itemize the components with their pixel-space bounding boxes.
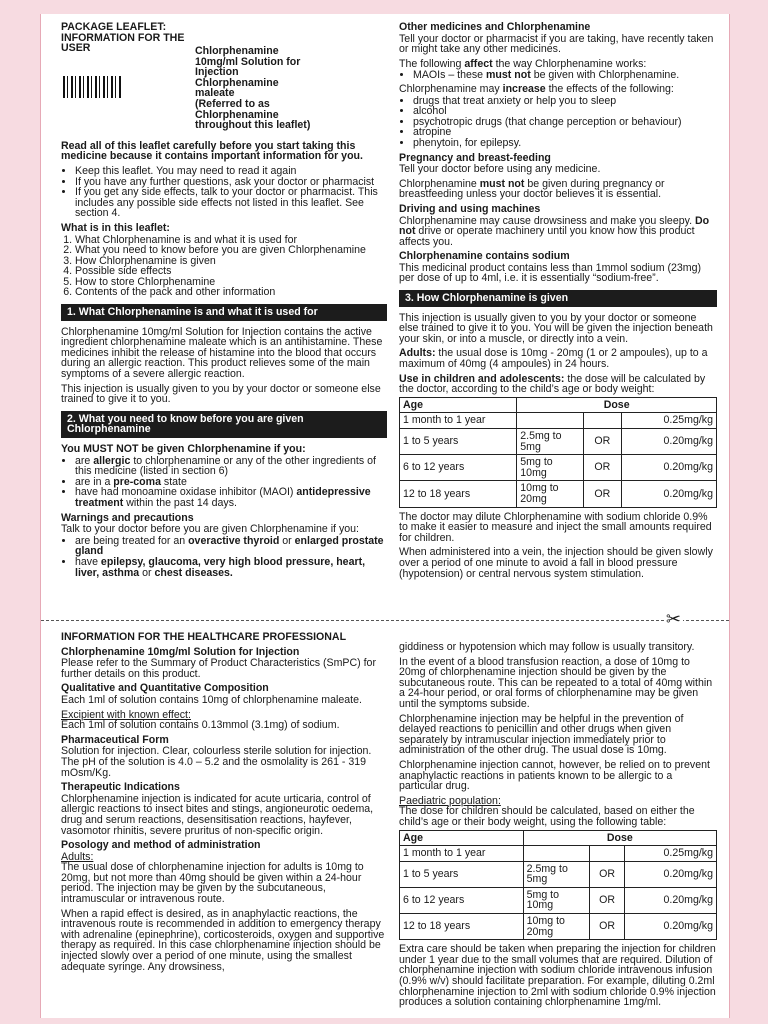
cut-line xyxy=(41,620,729,621)
table-cell: 0.25mg/kg xyxy=(625,846,717,862)
other-medicines-para: The following affect the way Chlorphenamine works: xyxy=(399,57,647,70)
list-item: • have had monoamine oxidase inhibitor (MAOI) antidepressive treatment within the past 14 days. xyxy=(75,487,387,508)
product-name-block xyxy=(195,22,387,131)
table-cell: 0.20mg/kg xyxy=(621,481,716,507)
intro-lead: Read all of this leaflet carefully before you start taking this medicine because it contains important information for you. xyxy=(61,139,363,163)
product-line: maleate xyxy=(195,87,235,100)
hcp-right-column xyxy=(399,628,717,1012)
barcode-icon xyxy=(63,76,123,98)
table-cell: 0.20mg/kg xyxy=(625,861,717,887)
table-cell: 1 month to 1 year xyxy=(400,413,517,429)
intro-list xyxy=(61,166,387,219)
table-row xyxy=(400,429,717,455)
children-dose-para: Use in children and adolescents: the dose will be calculated by the doctor, according to the child’s age or body weight: xyxy=(399,372,706,396)
hcp-title: INFORMATION FOR THE HEALTHCARE PROFESSIONAL xyxy=(61,631,347,643)
table-cell xyxy=(583,413,621,429)
other-medicines-para: Tell your doctor or pharmacist if you are taking, have recently taken or might take any other medicines. xyxy=(399,32,714,56)
table-cell: 0.20mg/kg xyxy=(625,887,717,913)
hcp-para: The usual dose of chlorphenamine injection for adults is 10mg to 20mg, but not more than 40mg should be given within a 24-hour period. The injection may be given by the subcutaneous, intramuscular or intravenous route. xyxy=(61,861,364,906)
table-cell: 12 to 18 years xyxy=(400,481,517,507)
list-item: • have epilepsy, glaucoma, very high blood pressure, heart, liver, asthma or chest diseases. xyxy=(75,557,387,578)
table-header: Age xyxy=(400,397,517,413)
list-item: 2. What you need to know before you are given Chlorphenamine xyxy=(75,245,387,256)
list-item: 4. Possible side effects xyxy=(75,266,387,277)
table-cell: 5mg to 10mg xyxy=(523,887,590,913)
product-line: throughout this leaflet) xyxy=(195,119,311,132)
table-cell: 10mg to 20mg xyxy=(523,914,590,940)
table-cell: 1 to 5 years xyxy=(400,429,517,455)
list-item: • If you have any further questions, ask your doctor or pharmacist xyxy=(75,177,387,188)
table-cell: 10mg to 20mg xyxy=(517,481,584,507)
table-cell: 6 to 12 years xyxy=(400,455,517,481)
pregnancy-para: Tell your doctor before using any medicine. xyxy=(399,163,601,176)
hcp-para: Each 1ml of solution contains 0.13mmol (3.1mg) of sodium. xyxy=(61,719,340,732)
dilute-para: The doctor may dilute Chlorphenamine with sodium chloride 0.9% to make it easier to measure and inject the small amounts required for children. xyxy=(399,510,712,544)
list-item: 3. How Chlorphenamine is given xyxy=(75,256,387,267)
product-line: Chlorphenamine xyxy=(195,108,279,121)
scissors-icon: ✂ xyxy=(665,609,681,629)
maoi-list xyxy=(399,70,717,81)
hcp-para: giddiness or hypotension which may follow is usually transitory. xyxy=(399,641,695,653)
section-3-para: This injection is usually given to you by your doctor or someone else trained to give it to you. You will be given the injection beneath your skin, or into a muscle, or directly into a vein. xyxy=(399,311,713,345)
product-line: Chlorphenamine xyxy=(195,45,279,57)
table-row xyxy=(400,830,717,846)
product-line: 10mg/ml Solution for xyxy=(195,55,301,68)
list-item: • are allergic to chlorphenamine or any of the other ingredients of this medicine (listed in section 6) xyxy=(75,456,387,477)
table-cell: 0.20mg/kg xyxy=(621,429,716,455)
table-cell: OR xyxy=(583,455,621,481)
list-item: • are in a pre-coma state xyxy=(75,477,387,488)
must-not-list xyxy=(61,456,387,509)
table-cell: OR xyxy=(590,914,625,940)
paediatric-label: Paediatric population: xyxy=(399,794,501,807)
table-row xyxy=(400,413,717,429)
hcp-para: Chlorphenamine injection is indicated for acute urticaria, control of allergic reactions to insect bites and stings, angioneurotic oedema, drug and serum reactions, desensitisation reactions, hayfever, vasomotor rhinitis, severe pruritus of non-specific origin. xyxy=(61,792,374,837)
must-not-heading: You MUST NOT be given Chlorphenamine if you: xyxy=(61,443,306,455)
leaflet-header xyxy=(61,22,387,131)
list-item: • Keep this leaflet. You may need to read it again xyxy=(75,166,387,177)
table-cell xyxy=(590,846,625,862)
table-cell: OR xyxy=(583,429,621,455)
table-cell: OR xyxy=(590,887,625,913)
product-line: Chlorphenamine xyxy=(195,76,279,89)
hcp-para: Please refer to the Summary of Product Characteristics (SmPC) for further details on this product. xyxy=(61,657,376,680)
warnings-heading: Warnings and precautions xyxy=(61,511,194,524)
table-cell: 2.5mg to 5mg xyxy=(517,429,584,455)
other-medicines-para: Chlorphenamine may increase the effects of the following: xyxy=(399,82,674,95)
sodium-para: This medicinal product contains less than 1mmol sodium (23mg) per dose of up to 4ml, i.e. it is essentially “sodium-free”. xyxy=(399,261,702,285)
contents-heading: What is in this leaflet: xyxy=(61,221,170,234)
table-row xyxy=(400,914,717,940)
other-medicines-heading: Other medicines and Chlorphenamine xyxy=(399,21,591,33)
excipient-label: Excipient with known effect: xyxy=(61,708,191,721)
sodium-heading: Chlorphenamine contains sodium xyxy=(399,250,570,263)
form-heading: Pharmaceutical Form xyxy=(61,733,169,746)
hcp-para: When a rapid effect is desired, as in anaphylactic reactions, the intravenous route is recommended in addition to emergency therapy with adrenaline (epinephrine), corticosteroids, oxygen and supportive therapy as required. In this case chlorphenamine injection should be injected slowly over a period of one minute, using the smallest adequate syringe. Any drowsiness, xyxy=(61,907,385,973)
list-item: • alcohol xyxy=(413,106,717,117)
list-item: • drugs that treat anxiety or help you to sleep xyxy=(413,96,717,107)
pregnancy-para: Chlorphenamine must not be given during pregnancy or breastfeeding unless your doctor believes it is essential. xyxy=(399,177,665,201)
table-cell: 12 to 18 years xyxy=(400,914,524,940)
section-1-para: This injection is usually given to you by your doctor or someone else trained to give it to you. xyxy=(61,382,381,406)
hcp-para: Chlorphenamine injection may be helpful in the prevention of delayed reactions to penicillin and other drugs when given separately by intramuscular injection immediately prior to administration of the other drug. The usual dose is 10mg. xyxy=(399,712,684,757)
adults-label: Adults: xyxy=(61,850,94,863)
pregnancy-heading: Pregnancy and breast-feeding xyxy=(399,151,551,164)
list-item: • atropine xyxy=(413,127,717,138)
hcp-para: Chlorphenamine injection cannot, however, be relied on to prevent anaphylactic reactions in patients known to be allergic to a particular drug. xyxy=(399,758,710,793)
table-row xyxy=(400,481,717,507)
table-cell: OR xyxy=(583,481,621,507)
table-header: Age xyxy=(400,830,524,846)
table-row xyxy=(400,846,717,862)
table-row xyxy=(400,397,717,413)
hcp-para: The dose for children should be calculated, based on either the child’s age or their body weight, using the following table: xyxy=(399,805,695,828)
table-row xyxy=(400,861,717,887)
table-cell: 2.5mg to 5mg xyxy=(523,861,590,887)
posology-heading: Posology and method of administration xyxy=(61,839,261,852)
hcp-para: Extra care should be taken when preparing the injection for children under 1 year due to the small volumes that are required. Dilution of chlorphenamine injection with sodium chloride intravenous infusion (0.9% w/v) should facilitate preparation. For example, diluting 0.2ml chlorphenamine injection to 2ml with sodium chloride 0.9% injection produces a solution containing chlorphenamine 1mg/ml. xyxy=(399,943,716,1009)
table-cell: OR xyxy=(590,861,625,887)
list-item: 1. What Chlorphenamine is and what it is used for xyxy=(75,235,387,246)
table-cell: 1 to 5 years xyxy=(400,861,524,887)
patient-right-column xyxy=(399,22,717,583)
table-cell: 0.20mg/kg xyxy=(621,455,716,481)
table-header: Dose xyxy=(523,830,716,846)
adults-dose-para: Adults: the usual dose is 10mg - 20mg (1 or 2 ampoules), up to a maximum of 40mg (4 ampoules) in 24 hours. xyxy=(399,347,708,371)
contents-list xyxy=(61,235,387,299)
indications-heading: Therapeutic Indications xyxy=(61,781,180,794)
list-item: 5. How to store Chlorphenamine xyxy=(75,277,387,288)
table-cell: 5mg to 10mg xyxy=(517,455,584,481)
patient-dose-table xyxy=(399,397,717,508)
list-item: 6. Contents of the pack and other information xyxy=(75,287,387,298)
table-cell xyxy=(523,846,590,862)
driving-heading: Driving and using machines xyxy=(399,202,541,215)
warnings-intro: Talk to your doctor before you are given Chlorphenamine if you: xyxy=(61,523,359,536)
section-1-band: 1. What Chlorphenamine is and what it is used for xyxy=(61,304,387,321)
list-item: • MAOIs – these must not be given with Chlorphenamine. xyxy=(413,70,717,81)
product-line: (Referred to as xyxy=(195,97,270,110)
hcp-para: Solution for injection. Clear, colourless sterile solution for injection. The pH of the solution is 4.0 – 5.2 and the osmolality is 261 - 319 mOsm/Kg. xyxy=(61,745,372,779)
list-item: • psychotropic drugs (that change perception or behaviour) xyxy=(413,117,717,128)
hcp-para: Each 1ml of solution contains 10mg of chlorphenamine maleate. xyxy=(61,693,362,706)
section-2-band: 2. What you need to know before you are given Chlorphenamine xyxy=(61,411,387,438)
patient-left-column xyxy=(61,22,387,581)
table-row xyxy=(400,887,717,913)
composition-heading: Qualitative and Quantitative Composition xyxy=(61,682,269,695)
leaflet-title: PACKAGE LEAFLET: INFORMATION FOR THE USER xyxy=(61,21,185,55)
table-cell: 1 month to 1 year xyxy=(400,846,524,862)
increase-list xyxy=(399,96,717,149)
warnings-list xyxy=(61,536,387,578)
driving-para: Chlorphenamine may cause drowsiness and make you sleepy. Do not drive or operate machinery until you know how this product affects you. xyxy=(399,214,710,248)
list-item: • are being treated for an overactive thyroid or enlarged prostate gland xyxy=(75,536,387,557)
leaflet-sheet xyxy=(40,14,730,1018)
hcp-left-column xyxy=(61,628,387,976)
table-cell: 0.20mg/kg xyxy=(625,914,717,940)
hcp-dose-table xyxy=(399,830,717,941)
hcp-para: In the event of a blood transfusion reaction, a dose of 10mg to 20mg of chlorphenamine injection should be given by the subcutaneous route. This can be repeated to a total of 40mg within a 24-hour period, or oral forms of chlorphenamine may be given until the symptoms subside. xyxy=(399,655,713,710)
table-row xyxy=(400,455,717,481)
table-header: Dose xyxy=(517,397,717,413)
section-3-band: 3. How Chlorphenamine is given xyxy=(399,290,717,307)
table-cell xyxy=(517,413,584,429)
section-1-para: Chlorphenamine 10mg/ml Solution for Injection contains the active ingredient chlorphenamine maleate which is an antihistamine. These medicines inhibit the release of histamine into the blood that occurs during an allergic reaction. This product relieves some of the main symptoms of a severe allergic reaction. xyxy=(61,325,383,381)
table-cell: 6 to 12 years xyxy=(400,887,524,913)
table-cell: 0.25mg/kg xyxy=(621,413,716,429)
hcp-product-heading: Chlorphenamine 10mg/ml Solution for Injection xyxy=(61,645,300,658)
list-item: • phenytoin, for epilepsy. xyxy=(413,138,717,149)
vein-para: When administered into a vein, the injection should be given slowly over a period of one minute to avoid a fall in blood pressure (hypotension) or central nervous system stimulation. xyxy=(399,546,713,580)
list-item: • If you get any side effects, talk to your doctor or pharmacist. This includes any possible side effects not listed in this leaflet. See section 4. xyxy=(75,187,387,219)
product-line: Injection xyxy=(195,66,239,79)
